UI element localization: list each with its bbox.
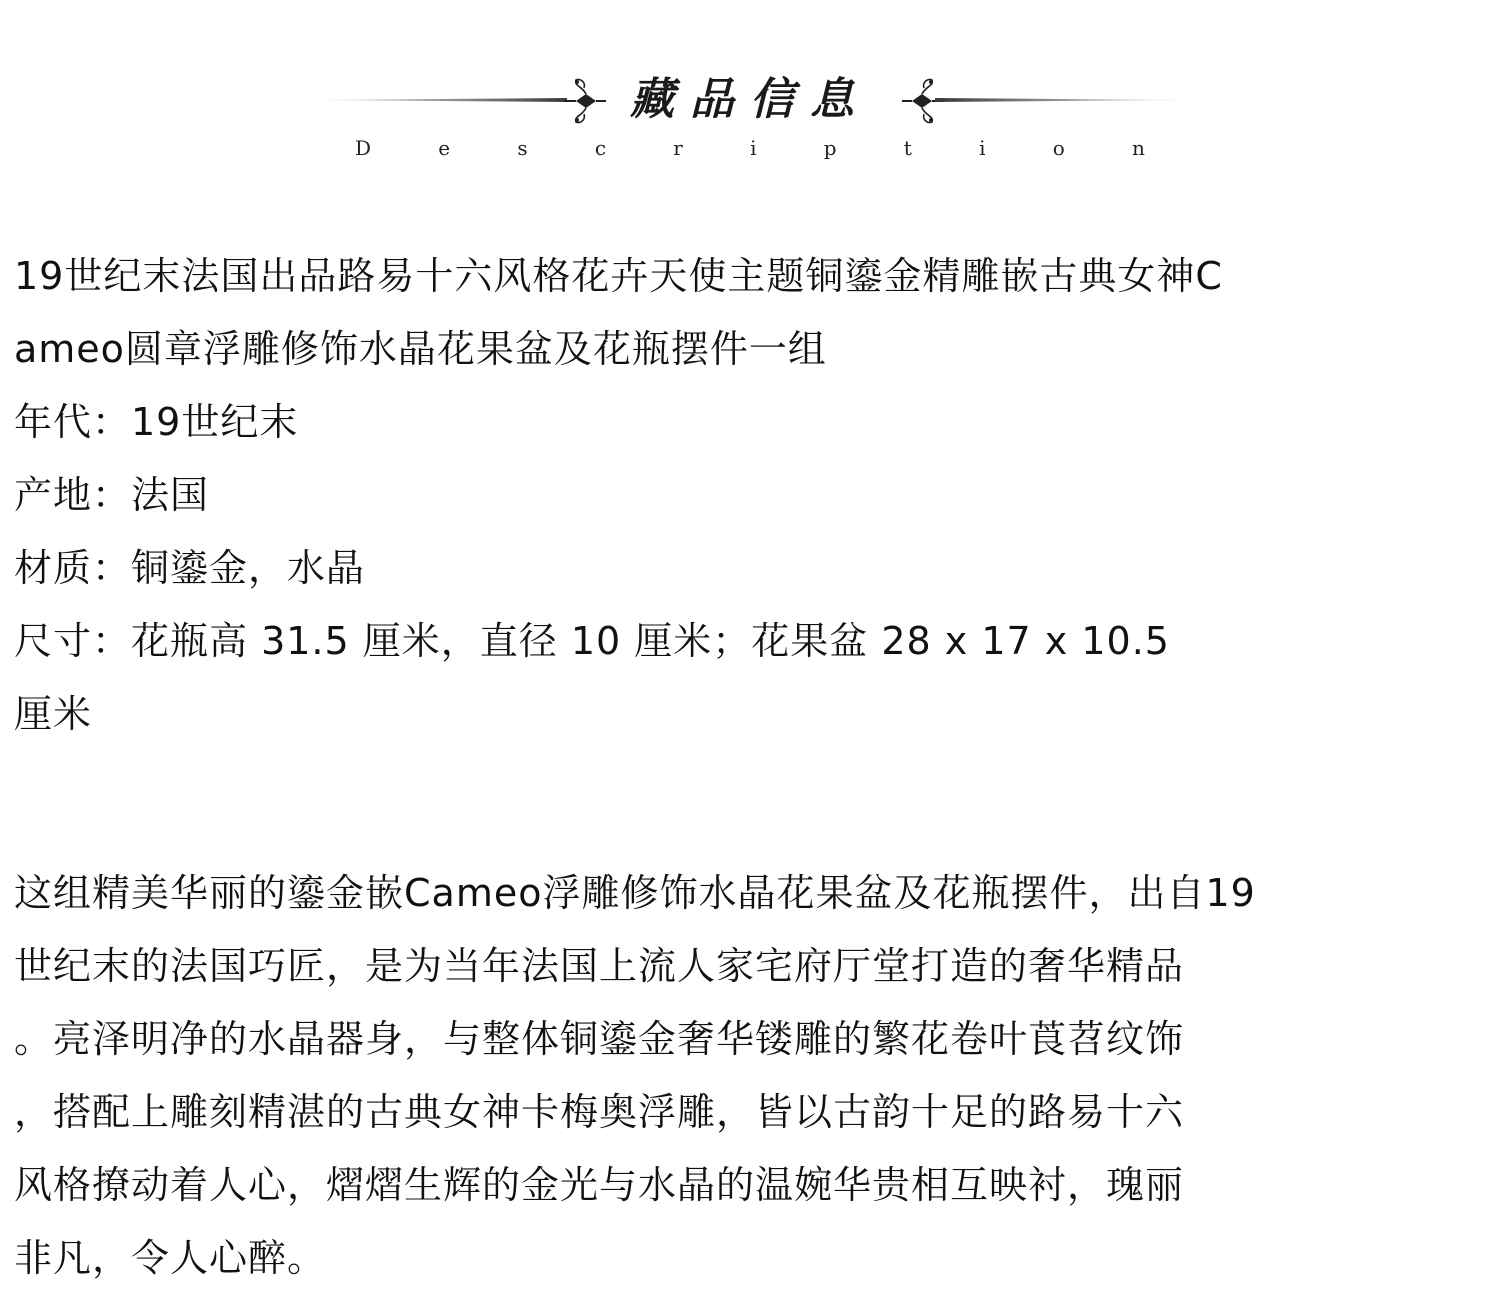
item-material: 材质：铜鎏金，水晶 xyxy=(14,546,366,590)
item-era: 年代：19世纪末 xyxy=(14,400,299,444)
item-title-line: ameo圆章浮雕修饰水晶花果盆及花瓶摆件一组 xyxy=(14,327,827,371)
subtitle-letter: s xyxy=(517,136,528,160)
description-line: 世纪末的法国巧匠，是为当年法国上流人家宅府厅堂打造的奢华精品 xyxy=(14,944,1185,988)
subtitle-letter: o xyxy=(1052,136,1065,160)
description-line: ，搭配上雕刻精湛的古典女神卡梅奥浮雕，皆以古韵十足的路易十六 xyxy=(14,1090,1185,1134)
subtitle-letter: i xyxy=(979,136,986,160)
description-content xyxy=(14,240,1484,1295)
description-line: 风格撩动着人心，熠熠生辉的金光与水晶的温婉华贵相互映衬，瑰丽 xyxy=(14,1163,1185,1207)
subtitle-letter: p xyxy=(823,136,837,160)
section-subtitle xyxy=(355,136,1145,160)
subtitle-letter: c xyxy=(594,136,607,160)
item-description xyxy=(14,857,1484,1295)
item-dimensions: 尺寸：花瓶高 31.5 厘米，直径 10 厘米；花果盆 28 x 17 x 10.5 xyxy=(14,619,1170,663)
item-dimensions: 厘米 xyxy=(14,692,93,736)
section-header xyxy=(0,0,1500,180)
description-line: 这组精美华丽的鎏金嵌Cameo浮雕修饰水晶花果盆及花瓶摆件，出自19 xyxy=(14,871,1256,915)
subtitle-letter: r xyxy=(673,136,683,160)
subtitle-letter: n xyxy=(1131,136,1145,160)
item-title-line: 19世纪末法国出品路易十六风格花卉天使主题铜鎏金精雕嵌古典女神C xyxy=(14,254,1223,298)
header-divider-right xyxy=(935,98,1200,102)
item-details xyxy=(14,240,1484,751)
item-origin: 产地：法国 xyxy=(14,473,210,517)
subtitle-letter: e xyxy=(438,136,451,160)
paragraph-spacer xyxy=(14,751,1484,857)
subtitle-letter: t xyxy=(903,136,912,160)
description-line: 。亮泽明净的水晶器身，与整体铜鎏金奢华镂雕的繁花卷叶莨苕纹饰 xyxy=(14,1017,1185,1061)
section-title: 藏品信息 xyxy=(630,74,870,125)
description-line: 非凡，令人心醉。 xyxy=(14,1236,327,1280)
subtitle-letter: D xyxy=(355,136,372,160)
subtitle-letter: i xyxy=(750,136,757,160)
header-divider-left xyxy=(305,98,567,102)
